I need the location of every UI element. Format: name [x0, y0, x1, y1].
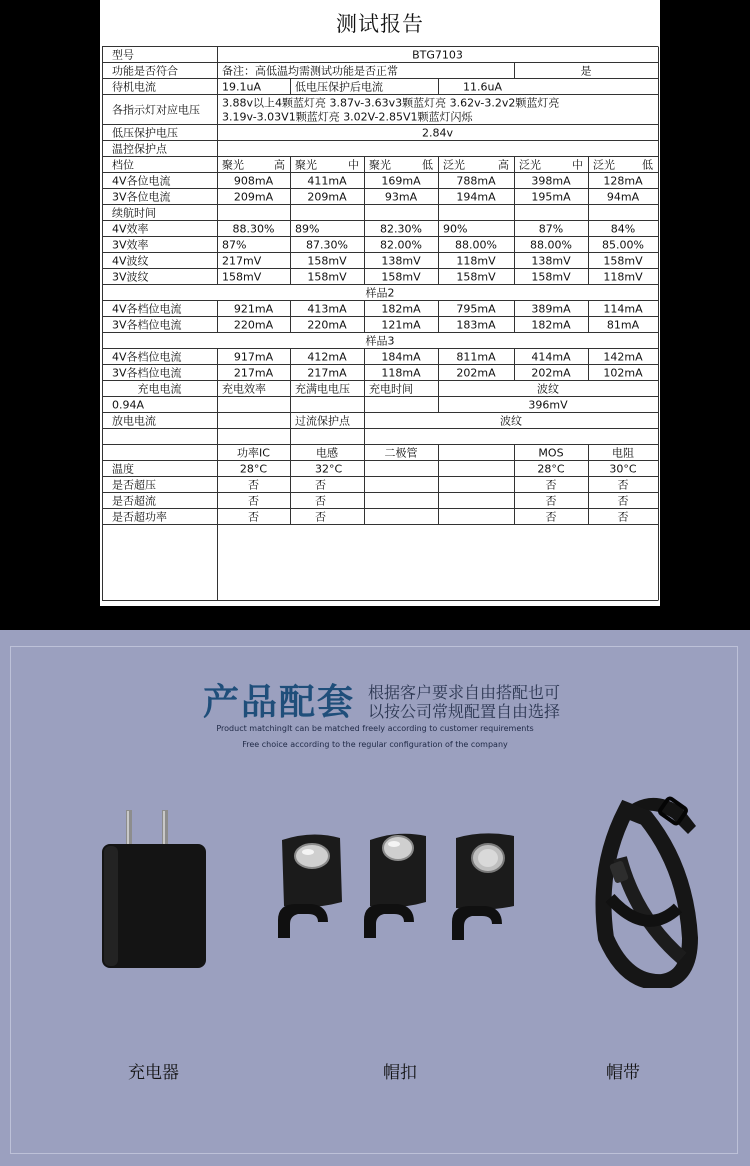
report-table: [100, 46, 660, 604]
table-cell-text: 169mA: [381, 174, 421, 188]
table-cell-text: 90%: [443, 222, 468, 236]
test-report-sheet: [100, 0, 660, 606]
gear-mode-label: 聚光: [222, 158, 244, 172]
table-cell-text: 低电压保护后电流: [295, 80, 383, 94]
table-cell-text: 待机电流: [112, 80, 156, 94]
table-cell-text: 209mA: [233, 190, 274, 204]
gear-mode-label: 泛光: [593, 158, 615, 172]
helmet-clip-icon: [272, 828, 352, 958]
table-cell-text: 811mA: [456, 350, 496, 364]
table-cell-text: 220mA: [233, 318, 274, 332]
table-cell-text: 118mA: [381, 366, 421, 380]
table-cell-text: 备注：高低温均需测试功能是否正常: [222, 64, 398, 78]
table-cell-text: 档位: [112, 158, 134, 172]
table-cell-text: 138mV: [381, 254, 421, 268]
table-cell-text: 182mA: [531, 318, 571, 332]
table-cell-text: 11.6uA: [463, 80, 502, 94]
table-cell-text: 921mA: [233, 302, 274, 316]
table-cell-text: 充电电流: [137, 382, 182, 396]
table-cell-text: 28°C: [239, 462, 268, 476]
table-cell-text: 4V波纹: [112, 254, 149, 268]
table-cell-text: 功能是否符合: [112, 64, 178, 78]
table-cell-text: 是否超功率: [112, 510, 167, 524]
section-english-line: Free choice according to the regular configuration of the company: [242, 740, 508, 749]
table-cell-text: 414mA: [531, 350, 571, 364]
table-cell-text: 209mA: [307, 190, 347, 204]
gear-mode-label: 泛光: [443, 158, 465, 172]
table-cell-text: 82.00%: [380, 238, 422, 252]
table-cell-text: 183mA: [456, 318, 496, 332]
table-cell-text: 否: [315, 494, 326, 508]
table-cell-text: 过流保护点: [295, 414, 350, 428]
table-cell-text: 908mA: [233, 174, 274, 188]
table-cell-text: 波纹: [500, 414, 522, 428]
indicator-voltage-text: 3.88v以上4颗蓝灯亮 3.87v-3.63v3颗蓝灯亮 3.62v-3.2v2颗蓝灯亮: [222, 96, 560, 110]
table-cell-text: 88.30%: [232, 222, 275, 236]
table-cell-text: 87%: [222, 238, 247, 252]
table-cell-text: 413mA: [307, 302, 347, 316]
gear-level-label: 高: [498, 158, 509, 172]
table-cell-text: 30°C: [609, 462, 637, 476]
section-subtitle-line: 以按公司常规配置自由选择: [368, 702, 561, 721]
table-cell-text: 是否超流: [112, 494, 156, 508]
table-cell-text: 114mA: [603, 302, 643, 316]
table-cell-text: 2.84v: [421, 126, 454, 140]
table-cell-text: 3V各档位电流: [112, 366, 182, 380]
table-cell-text: 否: [545, 494, 557, 508]
gear-level-label: 中: [572, 158, 583, 172]
gear-mode-label: 泛光: [519, 158, 541, 172]
table-cell-text: 202mA: [456, 366, 496, 380]
table-cell-text: 102mA: [603, 366, 643, 380]
table-cell-text: 否: [617, 510, 629, 524]
section-subtitle-line: 根据客户要求自由搭配也可: [368, 683, 561, 702]
table-cell-text: 否: [617, 494, 629, 508]
table-cell-text: 否: [248, 494, 259, 508]
table-cell-text: 217mA: [233, 366, 274, 380]
table-cell-text: 138mV: [531, 254, 571, 268]
table-cell-text: 28°C: [537, 462, 565, 476]
table-cell-text: 电阻: [612, 446, 634, 460]
table-cell-text: 19.1uA: [222, 80, 261, 94]
table-cell-text: 是否超压: [112, 478, 156, 492]
table-cell-text: 续航时间: [112, 206, 156, 220]
table-cell-text: 充满电电压: [295, 382, 350, 396]
table-cell-text: 否: [248, 510, 259, 524]
table-cell-text: 87.30%: [306, 238, 348, 252]
table-cell-text: 128mA: [603, 174, 643, 188]
table-cell-text: 否: [315, 510, 326, 524]
gear-level-label: 中: [348, 158, 359, 172]
table-cell-text: 4V效率: [112, 222, 149, 236]
table-cell-text: 118mV: [456, 254, 496, 268]
table-cell-text: 195mA: [531, 190, 571, 204]
report-grid: [100, 46, 660, 604]
gear-level-label: 高: [274, 158, 285, 172]
gear-level-label: 低: [642, 158, 653, 172]
table-cell-text: 158mV: [307, 270, 347, 284]
table-cell-text: 411mA: [307, 174, 347, 188]
table-cell-text: 样品3: [365, 334, 395, 348]
table-cell-text: 158mV: [381, 270, 421, 284]
table-cell-text: 是: [580, 64, 592, 78]
table-cell-text: 否: [315, 478, 326, 492]
table-cell-text: 充电效率: [222, 382, 266, 396]
table-cell-text: 220mA: [307, 318, 347, 332]
table-cell-text: 波纹: [537, 382, 559, 396]
table-cell-text: 温控保护点: [112, 142, 167, 156]
table-cell-text: 3V各位电流: [112, 190, 171, 204]
table-cell-text: 121mA: [381, 318, 421, 332]
item-label-charger: 充电器: [128, 1063, 179, 1083]
table-cell-text: 放电电流: [112, 414, 156, 428]
table-cell-text: 3V各档位电流: [112, 318, 182, 332]
table-cell-text: 94mA: [606, 190, 640, 204]
table-cell-text: 217mV: [222, 254, 262, 268]
table-cell-text: 84%: [610, 222, 636, 236]
table-cell-text: 87%: [538, 222, 564, 236]
table-cell-text: 389mA: [531, 302, 571, 316]
headband-icon: [586, 788, 712, 988]
charger-icon: [96, 806, 212, 972]
table-cell-text: 否: [545, 478, 557, 492]
table-cell-text: 182mA: [381, 302, 421, 316]
table-cell-text: 158mV: [531, 270, 571, 284]
indicator-voltage-text: 3.19v-3.03V1颗蓝灯亮 3.02V-2.85V1颗蓝灯闪烁: [222, 110, 473, 124]
table-cell-text: 795mA: [456, 302, 496, 316]
table-cell-text: 158mV: [222, 270, 262, 284]
table-cell-text: 184mA: [381, 350, 421, 364]
gear-mode-label: 聚光: [369, 158, 391, 172]
table-cell-text: BTG7103: [412, 48, 463, 62]
table-cell-text: 93mA: [384, 190, 418, 204]
product-matching-section: [0, 630, 750, 1166]
helmet-clip-icon: [356, 826, 436, 956]
item-label-helmet-clip: 帽扣: [383, 1063, 417, 1083]
table-cell-text: 4V各档位电流: [112, 350, 182, 364]
table-cell-text: 4V各位电流: [112, 174, 171, 188]
helmet-clip-icon: [444, 828, 524, 958]
table-cell-text: 396mV: [528, 398, 568, 412]
table-cell-text: 118mV: [603, 270, 643, 284]
table-cell-text: 412mA: [307, 350, 347, 364]
table-cell-text: 217mA: [307, 366, 347, 380]
table-cell-text: 低压保护电压: [112, 126, 178, 140]
table-cell-text: 3V波纹: [112, 270, 149, 284]
table-cell-text: 电感: [316, 446, 338, 460]
gear-level-label: 低: [422, 158, 433, 172]
table-cell-text: 型号: [112, 48, 134, 62]
table-cell-text: 81mA: [606, 318, 640, 332]
table-cell-text: 194mA: [456, 190, 496, 204]
table-cell-text: 158mV: [307, 254, 347, 268]
table-cell-text: 88.00%: [530, 238, 572, 252]
section-heading: 产品配套: [203, 682, 356, 723]
table-cell-text: 各指示灯对应电压: [112, 103, 200, 117]
table-cell-text: 202mA: [531, 366, 571, 380]
table-cell-text: 398mA: [531, 174, 571, 188]
table-cell-text: 二极管: [384, 446, 418, 460]
table-cell-text: 158mV: [456, 270, 496, 284]
table-cell-text: 82.30%: [380, 222, 422, 236]
table-cell-text: 充电时间: [369, 382, 413, 396]
table-cell-text: 否: [617, 478, 629, 492]
table-cell-text: 32°C: [315, 462, 343, 476]
table-cell-text: 温度: [112, 462, 134, 476]
section-english-line: Product matchingIt can be matched freely according to customer requirements: [216, 724, 534, 733]
table-cell-text: 917mA: [233, 350, 274, 364]
report-title: 测试报告: [336, 12, 424, 36]
gear-mode-label: 聚光: [295, 158, 317, 172]
table-cell-text: 88.00%: [455, 238, 497, 252]
table-cell-text: 4V各档位电流: [112, 302, 182, 316]
item-label-headband: 帽带: [606, 1063, 640, 1083]
table-cell-text: 85.00%: [602, 238, 644, 252]
table-cell-text: MOS: [538, 446, 564, 460]
table-cell-text: 否: [248, 478, 259, 492]
table-cell-text: 功率IC: [237, 446, 270, 460]
table-cell-text: 89%: [295, 222, 320, 236]
table-cell-text: 否: [545, 510, 557, 524]
table-cell-text: 142mA: [603, 350, 643, 364]
table-cell-text: 样品2: [365, 286, 395, 300]
table-cell-text: 3V效率: [112, 238, 149, 252]
table-cell-text: 788mA: [456, 174, 496, 188]
table-cell-text: 0.94A: [112, 398, 145, 412]
table-cell-text: 158mV: [603, 254, 643, 268]
